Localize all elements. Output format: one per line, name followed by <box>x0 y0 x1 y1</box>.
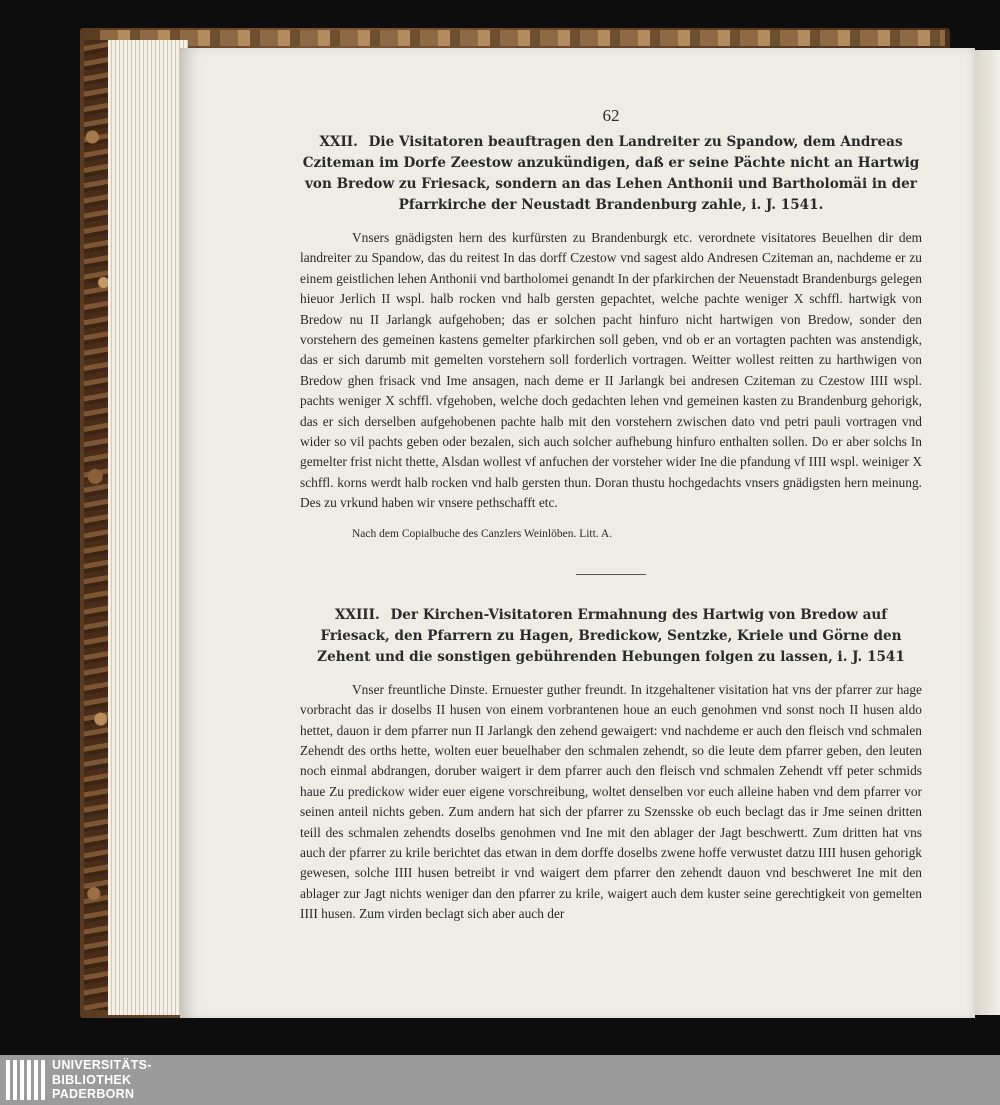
library-logo-icon <box>6 1060 46 1100</box>
section-xxiii-body: Vnser freuntliche Dinste. Ernuester guther freundt. In itzgehaltener visitation hat vns der pfarrer zur hage vorbracht das ir doselbs II husen von einem vorbrantenen houe an euch genohmen vnd sonst noch II husen aldo hettet, dauon ir dem pfarrer nun II Jarlangk den zehend gewaigert: vnd nachdeme er auch den fleisch vnd schmalen Zehendt des orths hette, wolten euer beuelhaber den schmalen zehendt, so die leute dem pfarrer geben, den leuten noch einmal abdrangen, doruber waigert ir dem pfarrer auch den fleisch vnd schmalen Zehendt vff peter schmids haue Zu predickow wider euer eigene vorschreibung, woltet denselben vor euch alleine haben vnd dem pfarrer vor seinen anteil nichts geben. Zum andern hat sich der pfarrer zu Szensske ob euch beclagt das ir Jme seinen dritten teill des schmalen zehendts doselbs genohmen vnd Ine mit den ablager der Jagt beschwertt. Zum dritten hat vns auch der pfarrer zu krile berichtet das etwan in dem dorffe doselbs zwene hoffe verwustet datzu IIII husen gehorigk gewesen, solche IIII husen betreibt ir vnd waigert dem pfarrer den zehendt dauon vnd beschweret Ine mit den ablager zur Jagt nichts weniger dan den pfarrer zu krile, waigert auch dem kuster seine gerechtigkeit von gemelten IIII husen. Zum virden beclagt sich aber auch der <box>300 681 922 922</box>
section-divider <box>576 574 646 575</box>
library-name <box>52 1058 152 1102</box>
book-top-edge <box>100 30 945 46</box>
library-name-line2: BIBLIOTHEK <box>52 1072 132 1087</box>
section-xxii-title: Die Visitatoren beauftragen den Landreiter zu Spandow, dem Andreas Cziteman im Dorfe Zeestow anzukündigen, daß er seine Pächte nicht an Hartwig von Bredow zu Friesack, sondern an das Lehen Anthonii und Bartholomäi in der Pfarrkirche der Neustadt Brandenburg zahle, i. J. 1541. <box>302 134 920 213</box>
book-page <box>180 48 975 1018</box>
section-xxii-heading <box>300 132 922 216</box>
section-xxiii-number: XXIII. <box>334 606 380 623</box>
section-xxii-number: XXII. <box>319 134 358 150</box>
section-xxiii-title: Der Kirchen-Visitatoren Ermahnung des Hartwig von Bredow auf Friesack, den Pfarrern zu Hagen, Bredickow, Sentzke, Kriele und Görne den Zehent und die sonstigen gebührenden Hebungen folgen zu lassen, i. J. 1541 <box>317 606 905 665</box>
section-xxii-body: Vnsers gnädigsten hern des kurfürsten zu Brandenburgk etc. verordnete visitatores Beuelhen dir dem landreiter zu Spandow, das du reitest In das dorff Czestow vnd sagest aldo Andresen Cziteman an, nachdeme er zu einem geistlichen lehen Anthonii vnd bartholomei genandt In der pfarkirchen der Neuenstadt Brandenburgs gelegen hieuor Jerlich II wspl. halb rocken vnd halb gersten gepachtet, welche pachte weniger X schffl. hartwigk von Bredow nu II Jarlangk aufgehoben; das er solchen pacht hinfuro nicht hartwigen von Bredow, sonder den vorstehern des gemeinen kastens gemelter pfarkirchen soll geben, vnd ob er an vortagten pachten was anstendigk, das er sich darumb mit gemelten vorstehern soll forderlich vortragen. Weitter wollest reitten zu harthwigen von Bredow ghen frisack vnd Ime ansagen, nach deme er II Jarlangk bei andresen Cziteman zu Czestow IIII wspl. pachts weniger X schffl. vfgehoben, welche doch gedachten lehen vnd gemeinen kasten zu Brandenburg gehorigk, das er sich derselben aufgehobenen pachte halb mit den vorstehern zwischen dato vnd petri pauli vortragen vnd wider so vil pachts geben oder bezalen, sich auch solcher aufhebung hinfuro enthalten sollen. Do er aber solchs In gemelter frist nicht thette, Alsdan wollest vf anfuchen der vorsteher wider Ine die pfandung vf IIII wspl. weiniger X schffl. korns werdt halb rocken vnd halb gersten thun. Doran thustu hochgedachts vnsers gnädigsten hern meinung. Des zu vrkund haben wir vnsere pethschafft etc. <box>300 230 922 511</box>
library-name-line3: PADERBORN <box>52 1087 135 1101</box>
facing-page-edge <box>975 50 1000 1015</box>
section-xxiii-heading <box>300 605 922 668</box>
library-name-line1: UNIVERSITÄTS- <box>52 1058 152 1072</box>
section-xxii-source: Nach dem Copialbuche des Canzlers Weinlöben. Litt. A. <box>352 527 613 540</box>
page-number: 62 <box>602 106 620 125</box>
page-stack-edges <box>108 40 188 1015</box>
page-text-block <box>300 106 922 925</box>
library-footer-bar <box>0 1055 1000 1105</box>
